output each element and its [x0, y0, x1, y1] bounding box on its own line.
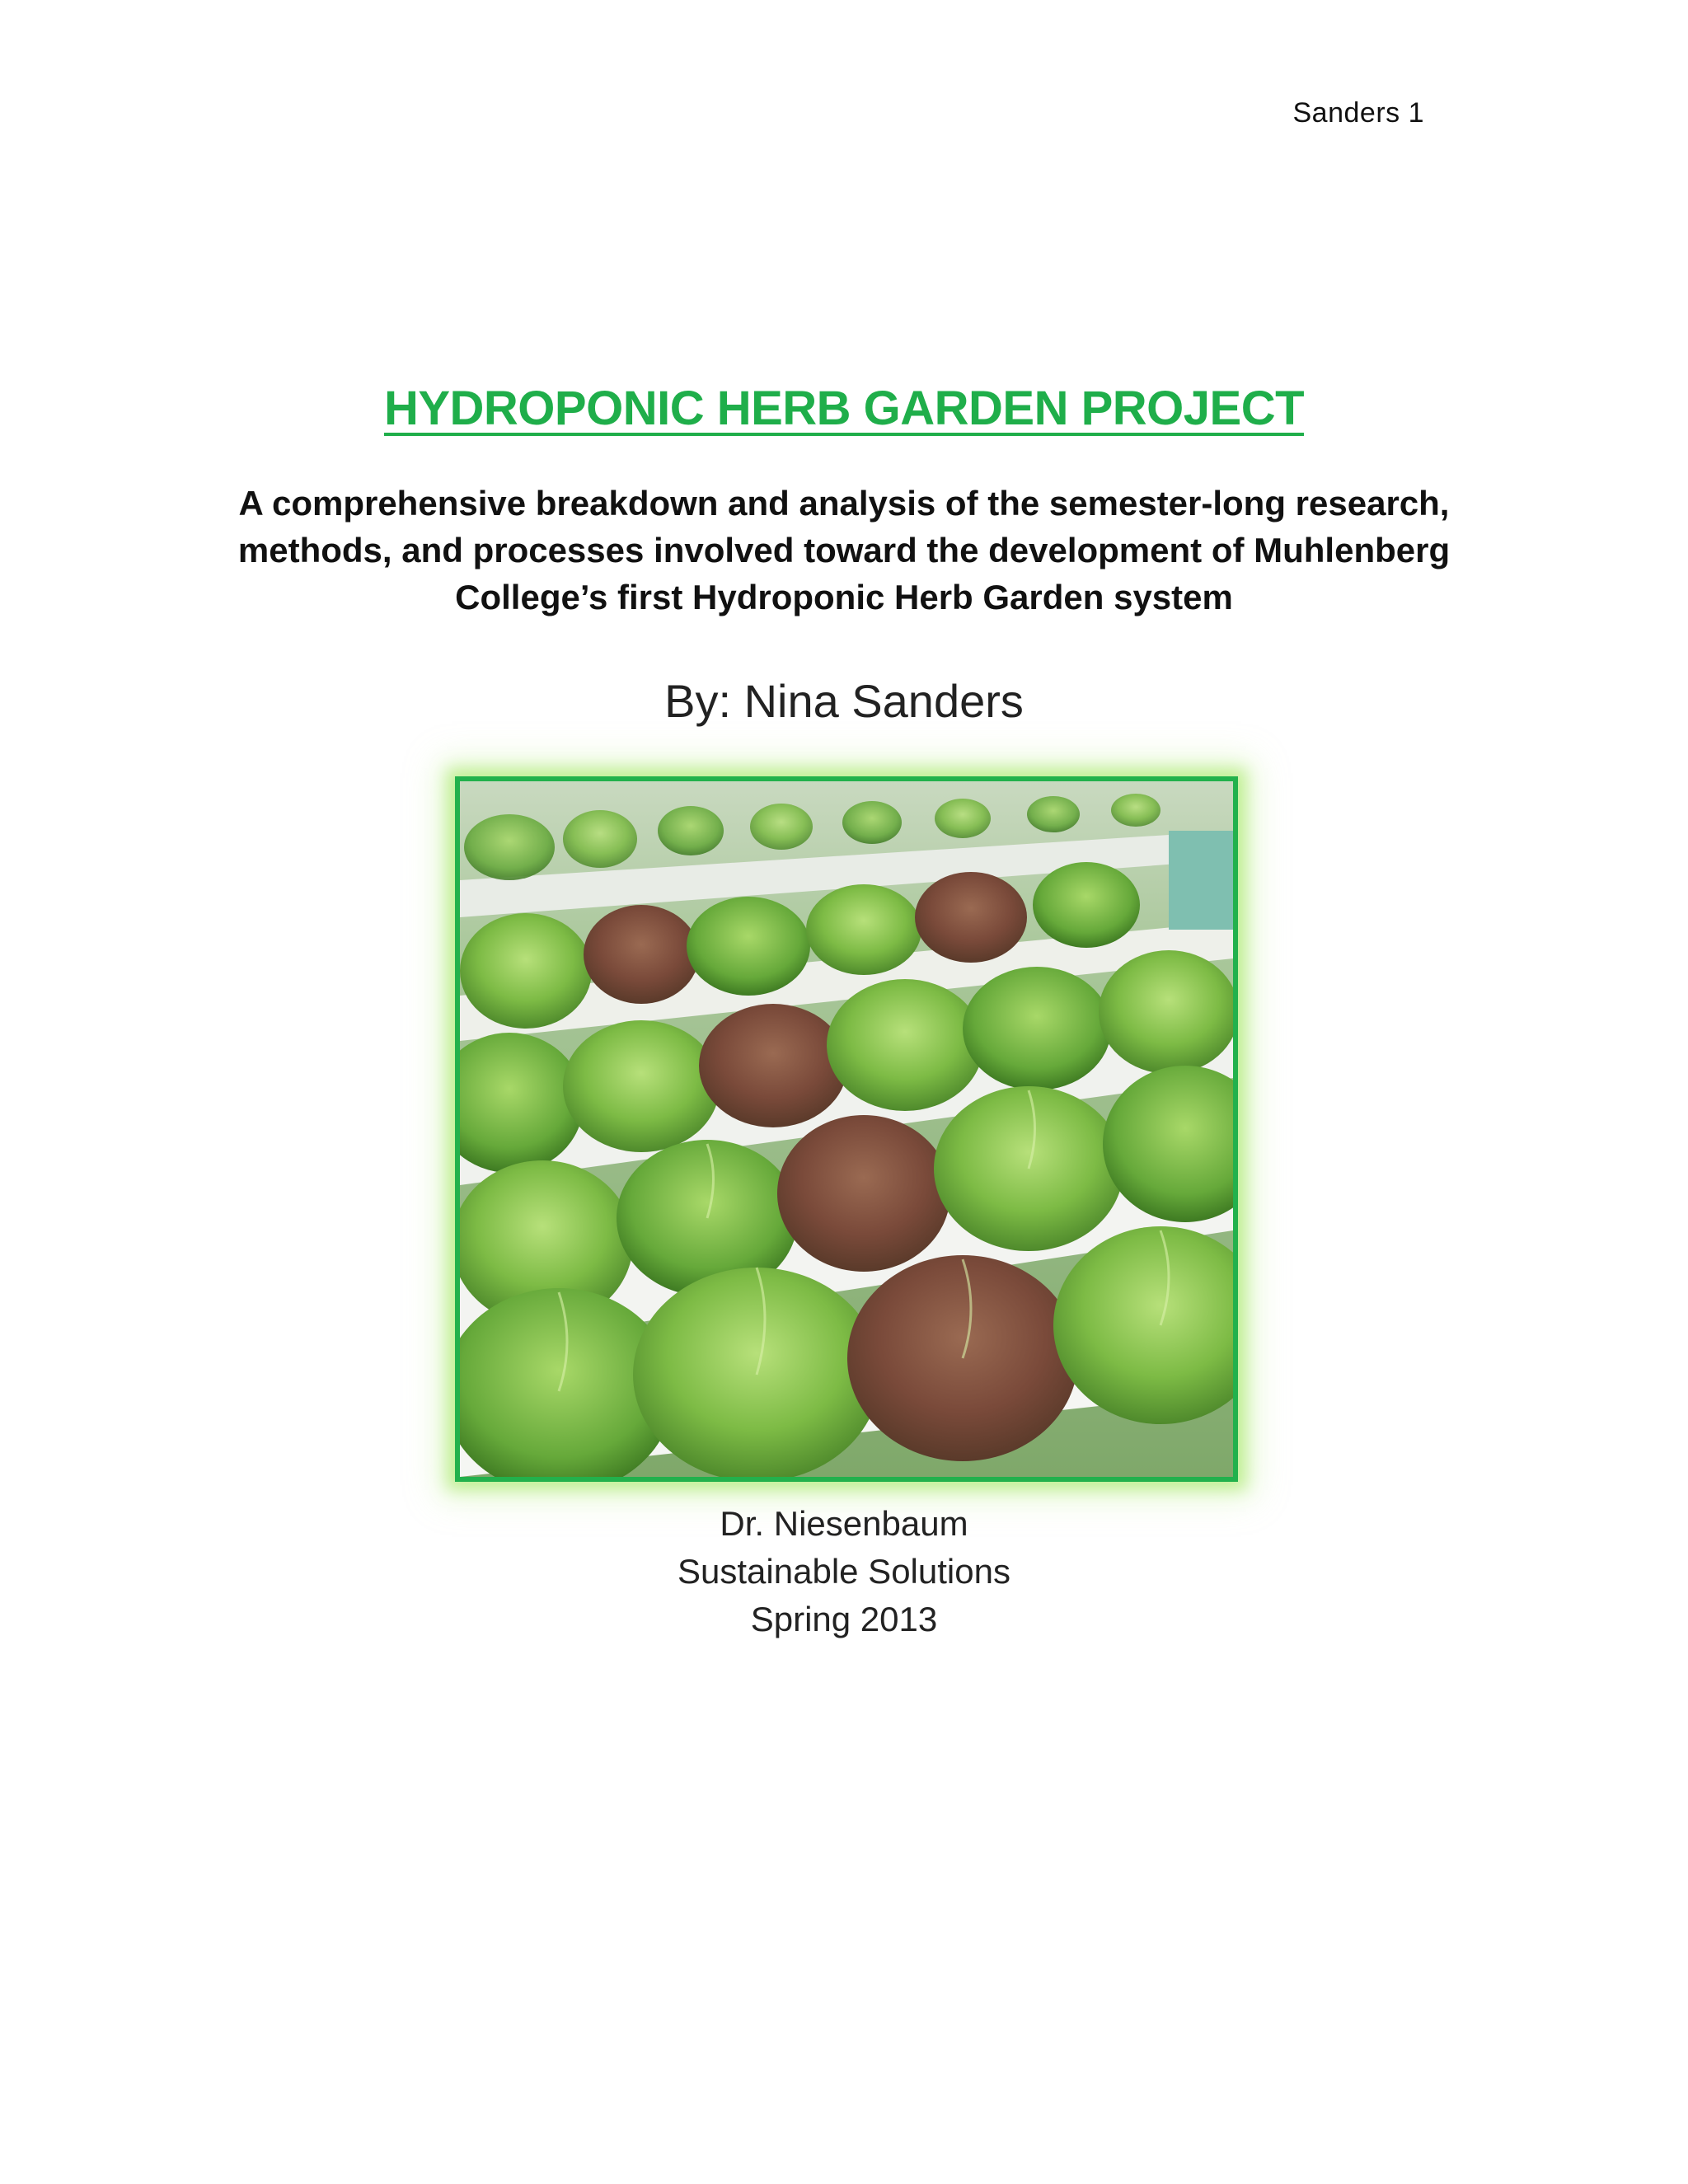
- lettuce-photo-illustration: [460, 781, 1233, 1477]
- course-name: Sustainable Solutions: [678, 1552, 1010, 1591]
- credits-block: [0, 1500, 1688, 1643]
- subtitle-line-2: methods, and processes involved toward the development of Muhlenberg: [237, 531, 1451, 569]
- running-head: Sanders 1: [1292, 97, 1424, 129]
- subtitle-line-1: A comprehensive breakdown and analysis of the semester-long research,: [238, 484, 1450, 523]
- instructor-name: Dr. Niesenbaum: [720, 1504, 968, 1543]
- author-byline: By: Nina Sanders: [664, 675, 1024, 727]
- subtitle-line-3: College’s first Hydroponic Herb Garden system: [455, 578, 1233, 616]
- term: Spring 2013: [750, 1600, 938, 1638]
- cover-photo: [455, 776, 1238, 1482]
- page-title: HYDROPONIC HERB GARDEN PROJECT: [383, 382, 1305, 435]
- subtitle: [214, 480, 1474, 621]
